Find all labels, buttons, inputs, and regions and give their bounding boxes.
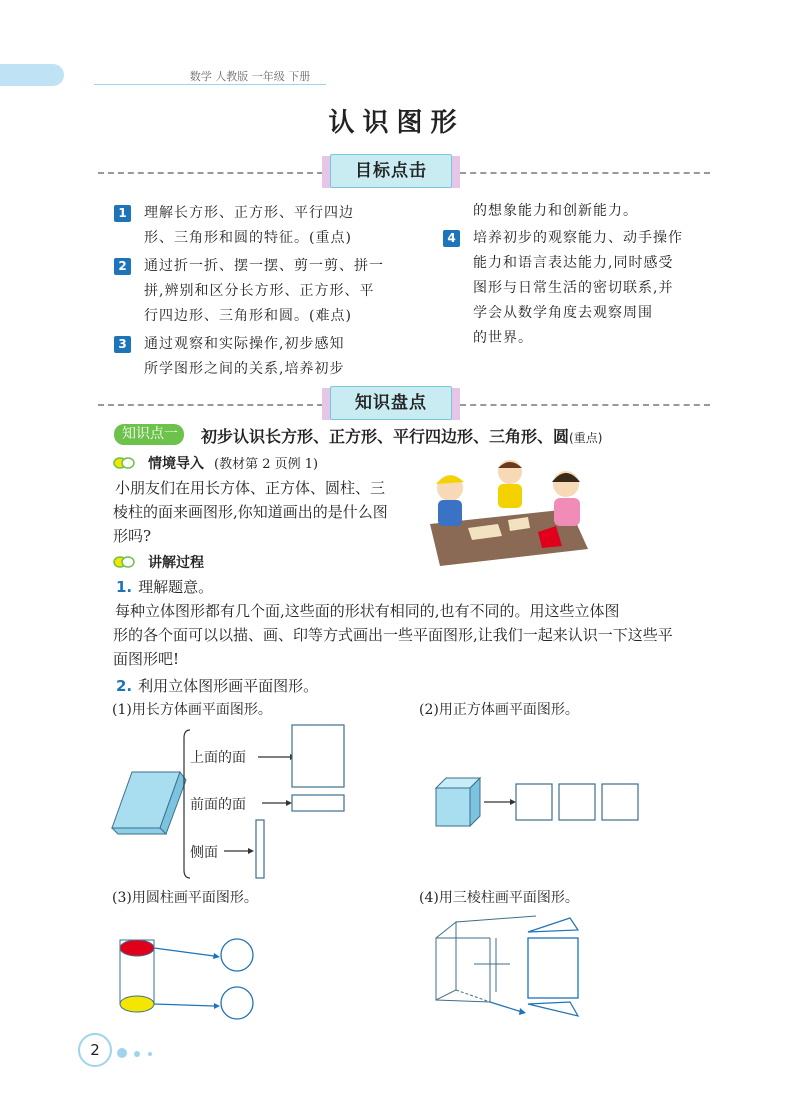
cube-diagram <box>430 770 645 830</box>
caption-cube: (2)用正方体画平面图形。 <box>419 702 579 718</box>
goal-item-2: 通过折一折、摆一摆、剪一剪、拼一 拼,辨别和区分长方形、正方形、平 行四边形、三角形和圆。(难点) <box>144 258 384 324</box>
cylinder-diagram <box>110 930 270 1030</box>
caption-cylinder: (3)用圆柱画平面图形。 <box>112 890 258 906</box>
running-header: 数学 人教版 一年级 下册 <box>189 70 311 83</box>
page-title: 认识图形 <box>328 108 465 138</box>
goals-banner: 目标点击 <box>330 154 452 188</box>
children-drawing-illustration <box>420 454 590 566</box>
caption-prism: (4)用三棱柱画平面图形。 <box>419 890 579 906</box>
goal-number-4: 4 <box>443 230 460 247</box>
scenario-text: 小朋友们在用长方体、正方体、圆柱、三 棱柱的面来画图形,你知道画出的是什么图 形吗? <box>113 479 388 545</box>
page-number: 2 <box>78 1033 112 1067</box>
scenario-heading: 情境导入 (教材第 2 页例 1) <box>148 456 319 472</box>
decor-dot <box>148 1052 152 1056</box>
decor-dot <box>117 1048 127 1058</box>
triangular-prism-diagram <box>430 912 595 1024</box>
goal-item-3-continued: 的想象能力和创新能力。 <box>473 203 638 219</box>
divider-right-2 <box>460 404 710 406</box>
goal-item-4: 培养初步的观察能力、动手操作 能力和语言表达能力,同时感受 图形与日常生活的密切联系,并 学会从数学角度去观察周围 的世界。 <box>473 230 683 346</box>
goal-number-3: 3 <box>114 336 131 353</box>
caption-cuboid: (1)用长方体画平面图形。 <box>112 702 272 718</box>
label-side-face: 侧面 <box>190 845 218 861</box>
explain-paragraph: 每种立体图形都有几个面,这些面的形状有相同的,也有不同的。用这些立体图 形的各个面可以以描、画、印等方式画出一些平面图形,让我们一起来认识一下这些平 面图形吧! <box>113 602 673 668</box>
header-rule <box>94 84 326 85</box>
goal-number-2: 2 <box>114 258 131 275</box>
explain-heading: 讲解过程 <box>148 555 204 571</box>
divider-left-2 <box>98 404 323 406</box>
knowledge-point-title: 初步认识长方形、正方形、平行四边形、三角形、圆(重点) <box>201 427 603 446</box>
step-2: 2. 利用立体图形画平面图形。 <box>116 677 319 695</box>
bullet-icon <box>113 556 135 568</box>
goal-number-1: 1 <box>114 205 131 222</box>
goal-item-1: 理解长方形、正方形、平行四边 形、三角形和圆的特征。(重点) <box>144 205 354 246</box>
decor-dot <box>134 1051 140 1057</box>
goal-item-3: 通过观察和实际操作,初步感知 所学图形之间的关系,培养初步 <box>144 336 345 377</box>
knowledge-point-badge: 知识点一 <box>114 424 184 445</box>
bullet-icon <box>113 457 135 469</box>
step-1: 1. 理解题意。 <box>116 578 214 596</box>
header-tab <box>0 64 64 86</box>
label-top-face: 上面的面 <box>190 750 246 766</box>
label-front-face: 前面的面 <box>190 797 246 813</box>
knowledge-banner: 知识盘点 <box>330 386 452 420</box>
divider-right <box>460 172 710 174</box>
divider-left <box>98 172 323 174</box>
